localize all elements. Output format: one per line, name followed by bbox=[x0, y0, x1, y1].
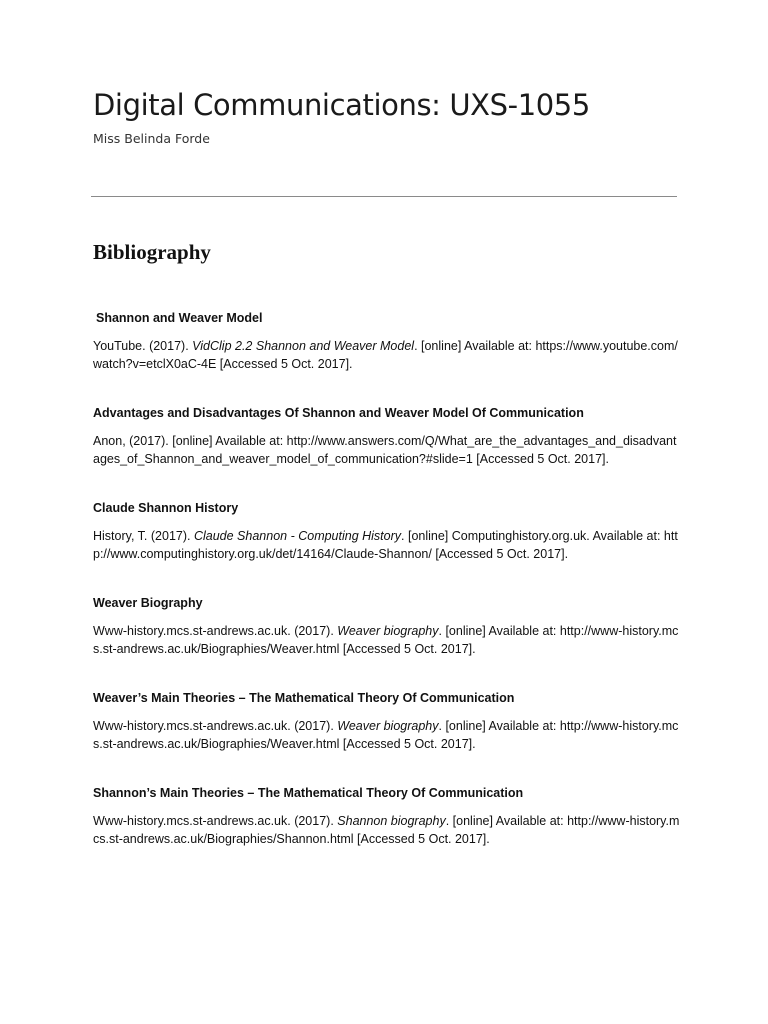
document-title: Digital Communications: UXS-1055 bbox=[93, 88, 590, 122]
citation-text: . [online] Computinghistory.org.uk. Available at: http://www.computinghistory.org.uk/det/14164/Claude-Shannon/ [Accessed 5 Oct. 2017]. bbox=[93, 529, 678, 561]
entry-heading: Claude Shannon History bbox=[93, 501, 239, 515]
entry-citation bbox=[93, 622, 683, 658]
citation-text: Www-history.mcs.st-andrews.ac.uk. (2017). bbox=[93, 624, 338, 638]
citation-text: . [online] Available at: http://www-history.mcs.st-andrews.ac.uk/Biographies/Weaver.html [Accessed 5 Oct. 2017]. bbox=[93, 624, 679, 656]
citation-text: Www-history.mcs.st-andrews.ac.uk. (2017). bbox=[93, 814, 338, 828]
bibliography-entry bbox=[93, 596, 683, 658]
entry-citation bbox=[93, 717, 683, 753]
entry-citation bbox=[93, 432, 683, 468]
document-author: Miss Belinda Forde bbox=[93, 131, 210, 146]
citation-title: VidClip 2.2 Shannon and Weaver Model bbox=[192, 339, 415, 353]
entry-heading: Weaver Biography bbox=[93, 596, 203, 610]
citation-text: . [online] Available at: http://www-history.mcs.st-andrews.ac.uk/Biographies/Weaver.html [Accessed 5 Oct. 2017]. bbox=[93, 719, 679, 751]
citation-title: Shannon biography bbox=[337, 814, 446, 828]
bibliography-entry bbox=[93, 406, 683, 468]
citation-text: Www-history.mcs.st-andrews.ac.uk. (2017). bbox=[93, 719, 338, 733]
bibliography-entry bbox=[93, 786, 683, 848]
citation-text: History, T. (2017). bbox=[93, 529, 194, 543]
bibliography-heading: Bibliography bbox=[93, 240, 211, 264]
bibliography-entry bbox=[93, 311, 683, 373]
citation-text: . [online] Available at: https://www.youtube.com/watch?v=etclX0aC-4E [Accessed 5 Oct. 2017]. bbox=[93, 339, 678, 371]
entry-citation bbox=[93, 337, 683, 373]
title-divider bbox=[91, 196, 677, 197]
citation-title: Weaver biography bbox=[337, 719, 439, 733]
citation-text: . [online] Available at: http://www-history.mcs.st-andrews.ac.uk/Biographies/Shannon.html [Accessed 5 Oct. 2017]. bbox=[93, 814, 680, 846]
citation-title: Claude Shannon - Computing History bbox=[193, 529, 402, 543]
entry-heading: Shannon and Weaver Model bbox=[96, 311, 263, 325]
entry-citation bbox=[93, 812, 683, 848]
bibliography-entry bbox=[93, 501, 683, 563]
citation-text: YouTube. (2017). bbox=[93, 339, 193, 353]
entry-heading: Weaver’s Main Theories – The Mathematical Theory Of Communication bbox=[93, 691, 515, 705]
citation-title: Weaver biography bbox=[337, 624, 439, 638]
entry-citation bbox=[93, 527, 683, 563]
bibliography-list bbox=[93, 311, 683, 881]
bibliography-entry bbox=[93, 691, 683, 753]
entry-heading: Shannon’s Main Theories – The Mathematical Theory Of Communication bbox=[93, 786, 524, 800]
entry-heading: Advantages and Disadvantages Of Shannon and Weaver Model Of Communication bbox=[93, 406, 584, 420]
citation-text: Anon, (2017). [online] Available at: http://www.answers.com/Q/What_are_the_advantages_and_disadvantages_of_Shannon_and_weaver_model_of_communication?#slide=1 [Accessed 5 Oct. 2017]. bbox=[93, 434, 677, 466]
